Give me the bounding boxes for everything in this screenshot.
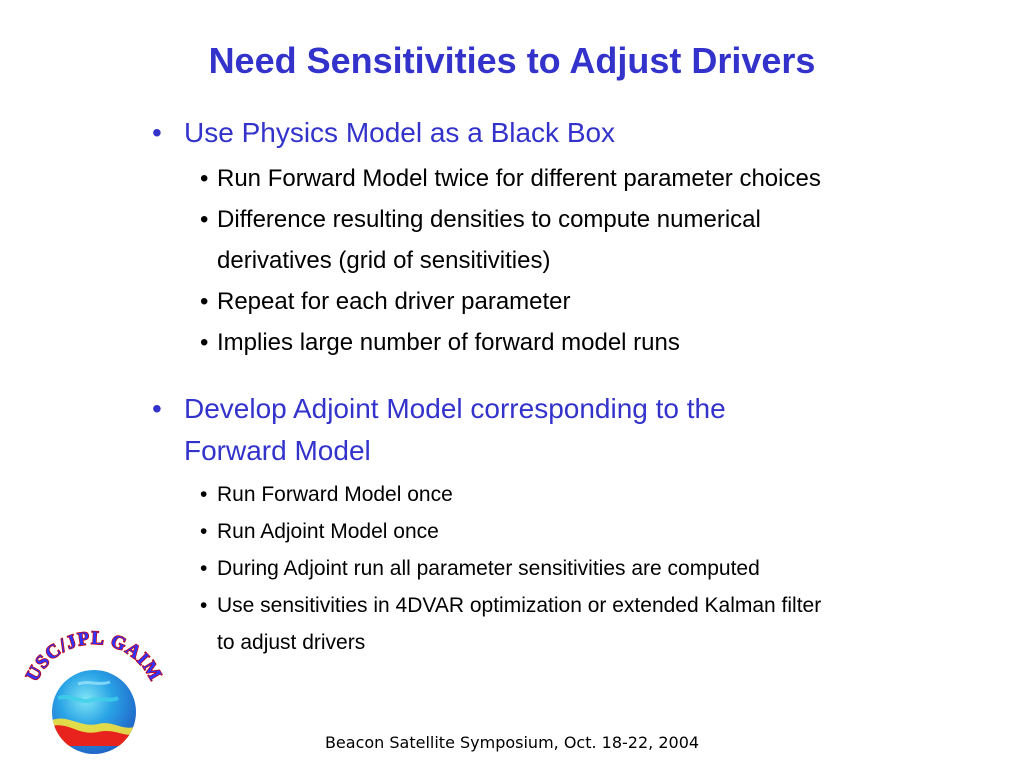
sub-bullet-item: [150, 158, 990, 199]
main-bullet-text-line1: Develop Adjoint Model corresponding to the: [184, 393, 726, 424]
main-bullet-text-line2: Forward Model: [184, 435, 371, 466]
sub-bullet-text: Run Forward Model once: [217, 483, 453, 506]
sub-bullet-item: [150, 587, 990, 624]
sub-bullet-text: Repeat for each driver parameter: [217, 288, 571, 315]
sub-bullet-list: [150, 158, 990, 363]
sub-bullet-item: [150, 199, 990, 240]
sub-bullet-item: [150, 476, 990, 513]
bullet-icon: •: [200, 329, 209, 356]
sub-bullet-continuation: [150, 240, 990, 281]
logo-arc-text-path: USC/JPL GAIM: [22, 628, 166, 685]
main-bullet-text: Use Physics Model as a Black Box: [184, 117, 616, 148]
bullet-icon: •: [200, 594, 208, 617]
slide-footer: Beacon Satellite Symposium, Oct. 18-22, 2004: [324, 733, 700, 752]
sub-bullet-text: Use sensitivities in 4DVAR optimization or extended Kalman filter: [217, 594, 822, 617]
bullet-icon: •: [200, 206, 209, 233]
bullet-icon: •: [200, 483, 208, 506]
sub-bullet-text: Difference resulting densities to compute numerical: [217, 206, 761, 233]
main-bullet-black-box: [150, 112, 990, 154]
sub-bullet-text: During Adjoint run all parameter sensitivities are computed: [217, 557, 760, 580]
sub-bullet-item: [150, 281, 990, 322]
bullet-icon: •: [200, 520, 208, 543]
bullet-icon: •: [200, 288, 209, 315]
sub-bullet-item: [150, 550, 990, 587]
bullet-section-black-box: [150, 112, 990, 363]
main-bullet-adjoint: [150, 388, 990, 472]
sub-bullet-item: [150, 322, 990, 363]
sub-bullet-text: Run Forward Model twice for different parameter choices: [217, 165, 821, 192]
bullet-icon: •: [152, 393, 162, 424]
bullet-icon: •: [200, 165, 209, 192]
bullet-icon: •: [152, 117, 162, 148]
sub-bullet-text: to adjust drivers: [217, 631, 366, 654]
slide-title: Need Sensitivities to Adjust Drivers: [208, 40, 816, 81]
sub-bullet-item: [150, 513, 990, 550]
bullet-icon: •: [200, 557, 208, 580]
sub-bullet-continuation: [150, 624, 990, 661]
sub-bullet-text: Run Adjoint Model once: [217, 520, 439, 543]
bullet-section-adjoint: [150, 388, 990, 661]
sub-bullet-text: Implies large number of forward model runs: [217, 329, 680, 356]
sub-bullet-text: derivatives (grid of sensitivities): [217, 247, 551, 274]
sub-bullet-list: [150, 476, 990, 661]
